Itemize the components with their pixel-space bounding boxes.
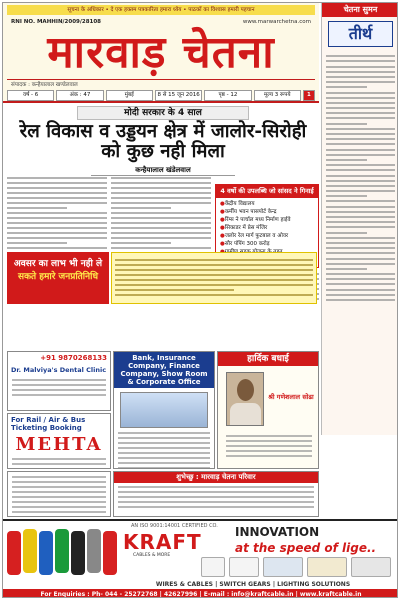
clinic-name: Dr. Malviya's Dental Clinic (11, 366, 107, 374)
text-line (326, 211, 395, 213)
person-photo (226, 372, 264, 426)
text-line (326, 299, 395, 301)
right-column-title: तीर्थ (328, 21, 393, 47)
achievements-title: 4 वर्षो की उपलब्धि जो सांसद ने गिनाई (216, 185, 318, 198)
issue-number: अंक : 47 (56, 90, 103, 101)
text-line (111, 212, 211, 214)
text-line (7, 217, 107, 219)
office-ad-title: Bank, Insurance Company, Finance Company, Show Room & Corporate Office (114, 352, 214, 388)
text-line (326, 138, 395, 140)
product-categories: WIRES & CABLES | SWITCH GEARS | LIGHTING SOLUTIONS (155, 581, 351, 588)
text-line (111, 177, 211, 179)
text-line (326, 154, 395, 156)
text-line (326, 252, 395, 254)
text-line (326, 86, 367, 88)
kraft-cables-ad[interactable] (3, 519, 398, 598)
text-line (326, 81, 395, 83)
right-column-text (322, 50, 398, 306)
rni-number: RNI NO. MAHHIN/2009/28108 (11, 19, 102, 25)
text-line (326, 128, 395, 130)
greeting-name: श्री गणेशलाल सोढा (268, 393, 314, 401)
story-headline[interactable]: रेल विकास व उड्डयन क्षेत्र में जालोर-सिरोही को कुछ नही मिला (19, 121, 307, 162)
text-line (7, 177, 107, 179)
clinic-details (8, 379, 110, 396)
office-cta-details (114, 486, 318, 508)
text-line (7, 212, 107, 214)
story-column-1 (7, 174, 107, 252)
text-line (7, 247, 107, 249)
office-space-ad[interactable] (113, 351, 215, 469)
text-line (326, 60, 395, 62)
text-line (7, 227, 107, 229)
kraft-logo: KRAFT (123, 530, 202, 554)
text-line (7, 237, 107, 239)
achievement-item: ● जलोर रेल मार्ग फुटबाल व ओवर (220, 232, 314, 240)
cable-rolls-image (7, 527, 117, 577)
text-line (326, 76, 395, 78)
text-line (111, 237, 211, 239)
achievement-item: ● रिंग्स ने पार्चाल मध्य निर्माण हाईवे (220, 216, 314, 224)
clinic-phone: +91 9870268133 (40, 354, 107, 362)
text-line (326, 263, 395, 265)
text-line (111, 227, 211, 229)
mehta-logo: MEHTA (15, 434, 103, 455)
text-line (326, 268, 367, 270)
text-line (326, 97, 395, 99)
text-line (7, 232, 107, 234)
text-line (7, 182, 107, 184)
text-line (326, 159, 367, 161)
text-line (326, 226, 395, 228)
text-line (326, 133, 395, 135)
text-line (111, 187, 211, 189)
mcb-product-image (263, 557, 303, 577)
masthead (3, 3, 319, 103)
newspaper-title: मारवाड़ चेतना (47, 27, 275, 78)
text-line (326, 55, 395, 57)
panel-product-image (351, 557, 391, 577)
text-line (326, 195, 367, 197)
subheading-red-box (7, 252, 109, 304)
iso-certification: AN ISO 9001:14001 CERTIFIED CO. (131, 523, 218, 529)
greeting-text (222, 432, 316, 460)
text-line (115, 274, 313, 276)
ticketing-title: For Rail / Air & Bus Ticketing Booking (11, 416, 86, 432)
achievement-item: ● सौर पंपिंग 300 करोड़ (220, 240, 314, 248)
text-line (326, 175, 395, 177)
text-line (115, 259, 313, 261)
issue-price: मूल्य 3 रूपये (254, 90, 301, 101)
text-line (111, 222, 211, 224)
text-line (111, 182, 211, 184)
mehta-travel-ad[interactable] (7, 471, 111, 517)
text-line (111, 192, 211, 194)
text-line (115, 279, 313, 281)
story-kicker: मोदी सरकार के 4 साल (77, 106, 249, 120)
text-line (115, 284, 313, 286)
highlight-text-box (111, 252, 317, 304)
issue-info-bar (7, 90, 315, 101)
text-line (326, 112, 395, 114)
text-line (326, 71, 395, 73)
text-line (326, 216, 395, 218)
text-line (111, 202, 211, 204)
greeting-ad[interactable] (217, 351, 319, 469)
text-line (111, 232, 211, 234)
text-line (7, 187, 107, 189)
text-line (326, 278, 395, 280)
text-line (111, 242, 171, 244)
strapline: सूचना के अधिकार • दे एक हक्तम पत्रकारिता हमारा ध्येय • पाठकों का विश्वास हमारी पहचान (7, 5, 315, 15)
issue-pages: पृष्ठ - 12 (204, 90, 251, 101)
switchboard-product-image (229, 557, 259, 577)
text-line (326, 102, 395, 104)
text-line (326, 200, 395, 202)
page-number-badge: 1 (303, 90, 315, 101)
ticketing-details (8, 458, 110, 465)
enquiry-bar[interactable]: For Enquiries : Ph- 044 - 25272768 | 42627996 | E-mail : info@kraftcable.in | www.kraftcable.in (3, 589, 398, 598)
text-line (326, 258, 395, 260)
text-line (326, 206, 395, 208)
building-image (120, 392, 208, 428)
text-line (7, 242, 67, 244)
light-product-image (307, 557, 347, 577)
text-line (326, 149, 395, 151)
ticketing-ad[interactable] (7, 413, 111, 469)
text-line (111, 207, 171, 209)
greeting-title: हार्दिक बधाई (218, 352, 318, 366)
text-line (326, 169, 395, 171)
text-line (326, 247, 395, 249)
issue-year: वर्ष - 6 (7, 90, 54, 101)
achievement-item: ● केंद्रीय विद्यालय (220, 200, 314, 208)
office-cta-title: शुभेच्छु : मारवाड़ चेतना परिवार (114, 472, 318, 483)
text-line (7, 197, 107, 199)
text-line (115, 269, 313, 271)
editor-line: संपादक : कन्हैयालाल खण्डेलवाल (7, 79, 315, 89)
right-column (321, 3, 398, 435)
speed-tagline: at the speed of lige.. (235, 541, 377, 555)
text-line (326, 123, 367, 125)
text-line (326, 273, 395, 275)
innovation-tagline: INNOVATION (235, 525, 320, 539)
story-byline: कन्हैयालाल खंडेलवाल (91, 166, 235, 176)
subheading-line-1: अवसर का लाभ भी नही ले (13, 259, 103, 269)
text-line (115, 289, 234, 291)
issue-date: 8 से 15 जून 2016 (155, 90, 202, 101)
text-line (326, 164, 395, 166)
travel-ad-details (8, 476, 110, 513)
text-line (326, 232, 367, 234)
text-line (326, 66, 395, 68)
switch-product-image (201, 557, 225, 577)
text-line (326, 92, 395, 94)
text-line (111, 197, 211, 199)
text-line (326, 242, 395, 244)
newspaper-page (2, 2, 398, 598)
kraft-logo-subtitle: CABLES & MORE (133, 553, 171, 558)
office-cta-ad[interactable] (113, 471, 319, 517)
office-ad-details (114, 432, 214, 469)
achievement-item: ● सिकाडर में प्रेस मंजिर (220, 224, 314, 232)
issue-city: मुंबई (106, 90, 153, 101)
text-line (7, 192, 107, 194)
text-line (326, 185, 395, 187)
text-line (326, 294, 395, 296)
text-line (326, 143, 395, 145)
text-line (7, 207, 67, 209)
text-line (326, 117, 395, 119)
lead-story (7, 106, 319, 298)
text-line (115, 294, 313, 296)
text-line (111, 247, 211, 249)
text-line (326, 180, 395, 182)
website-url[interactable]: www.marwarchetna.com (242, 19, 311, 25)
subheading-line-2: सकते हमारे जनप्रतिनिधि (17, 272, 98, 282)
text-line (111, 217, 211, 219)
text-line (326, 289, 395, 291)
dental-clinic-ad[interactable] (7, 351, 111, 411)
text-line (7, 202, 107, 204)
text-line (326, 237, 395, 239)
text-line (326, 190, 395, 192)
text-line (326, 221, 395, 223)
story-column-2 (111, 174, 211, 252)
text-line (115, 264, 313, 266)
text-line (7, 222, 107, 224)
text-line (326, 107, 395, 109)
right-column-header: चेतना सुमन (322, 3, 398, 17)
text-line (326, 283, 395, 285)
achievement-item: ● कर्मीय भवन पासपोर्ट केन्द्र (220, 208, 314, 216)
